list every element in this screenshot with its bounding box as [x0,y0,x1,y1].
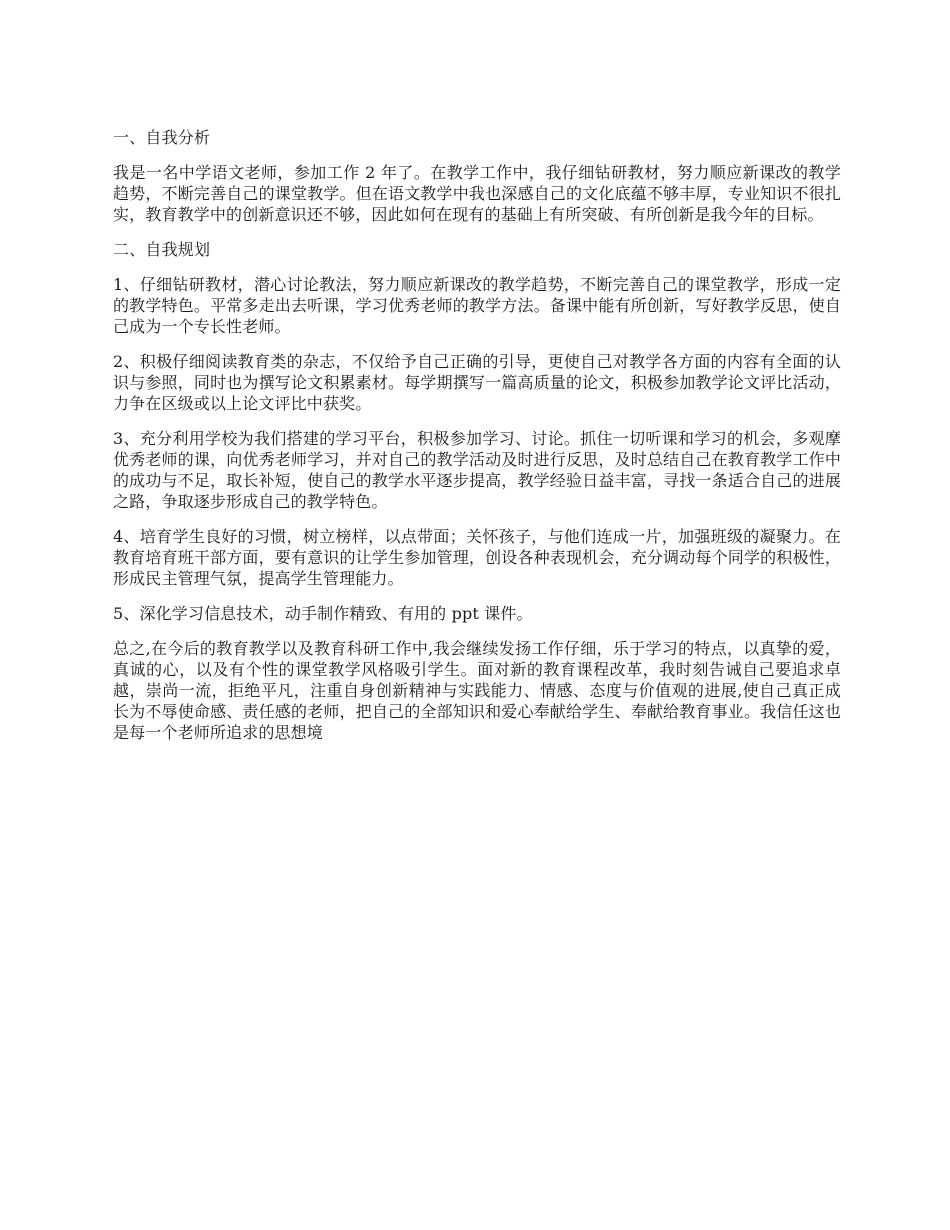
plan-item-2: 2、积极仔细阅读教育类的杂志，不仅给予自己正确的引导，更使自己对教学各方面的内容有全面的认识与参照，同时也为撰写论文积累素材。每学期撰写一篇高质量的论文，积极参加教学论文评比活动，力争在区级或以上论文评比中获奖。 [113,352,841,413]
document-page [113,127,841,757]
self-analysis-paragraph: 我是一名中学语文老师，参加工作 2 年了。在教学工作中，我仔细钻研教材，努力顺应新课改的教学趋势，不断完善自己的课堂教学。但在语文教学中我也深感自己的文化底蕴不够丰厚，专业知识不很扎实，教育教学中的创新意识还不够，因此如何在现有的基础上有所突破、有所创新是我今年的目标。 [113,163,841,224]
conclusion-paragraph: 总之,在今后的教育教学以及教育科研工作中,我会继续发扬工作仔细，乐于学习的特点，以真挚的爱，真诚的心，以及有个性的课堂教学风格吸引学生。面对新的教育课程改革，我时刻告诫自己要追求卓越，崇尚一流，拒绝平凡，注重自身创新精神与实践能力、情感、态度与价值观的进展,使自己真正成长为不辱使命感、责任感的老师，把自己的全部知识和爱心奉献给学生、奉献给教育事业。我信任这也是每一个老师所追求的思想境 [113,639,841,742]
plan-item-5: 5、深化学习信息技术，动手制作精致、有用的 ppt 课件。 [113,604,533,623]
plan-item-3: 3、充分利用学校为我们搭建的学习平台，积极参加学习、讨论。抓住一切听课和学习的机会，多观摩优秀老师的课，向优秀老师学习，并对自己的教学活动及时进行反思，及时总结自己在教育教学工作中的成功与不足，取长补短，使自己的教学水平逐步提高，教学经验日益丰富，寻找一条适合自己的进展之路，争取逐步形成自己的教学特色。 [113,429,841,511]
section-heading-self-analysis: 一、自我分析 [113,128,211,147]
section-heading-self-plan: 二、自我规划 [113,240,211,259]
plan-item-1: 1、仔细钻研教材，潜心讨论教法，努力顺应新课改的教学趋势，不断完善自己的课堂教学，形成一定的教学特色。平常多走出去听课，学习优秀老师的教学方法。备课中能有所创新，写好教学反思，使自己成为一个专长性老师。 [113,275,841,336]
plan-item-4: 4、培育学生良好的习惯，树立榜样，以点带面；关怀孩子，与他们连成一片，加强班级的凝聚力。在教育培育班干部方面，要有意识的让学生参加管理，创设各种表现机会，充分调动每个同学的积极性，形成民主管理气氛，提高学生管理能力。 [113,527,841,588]
